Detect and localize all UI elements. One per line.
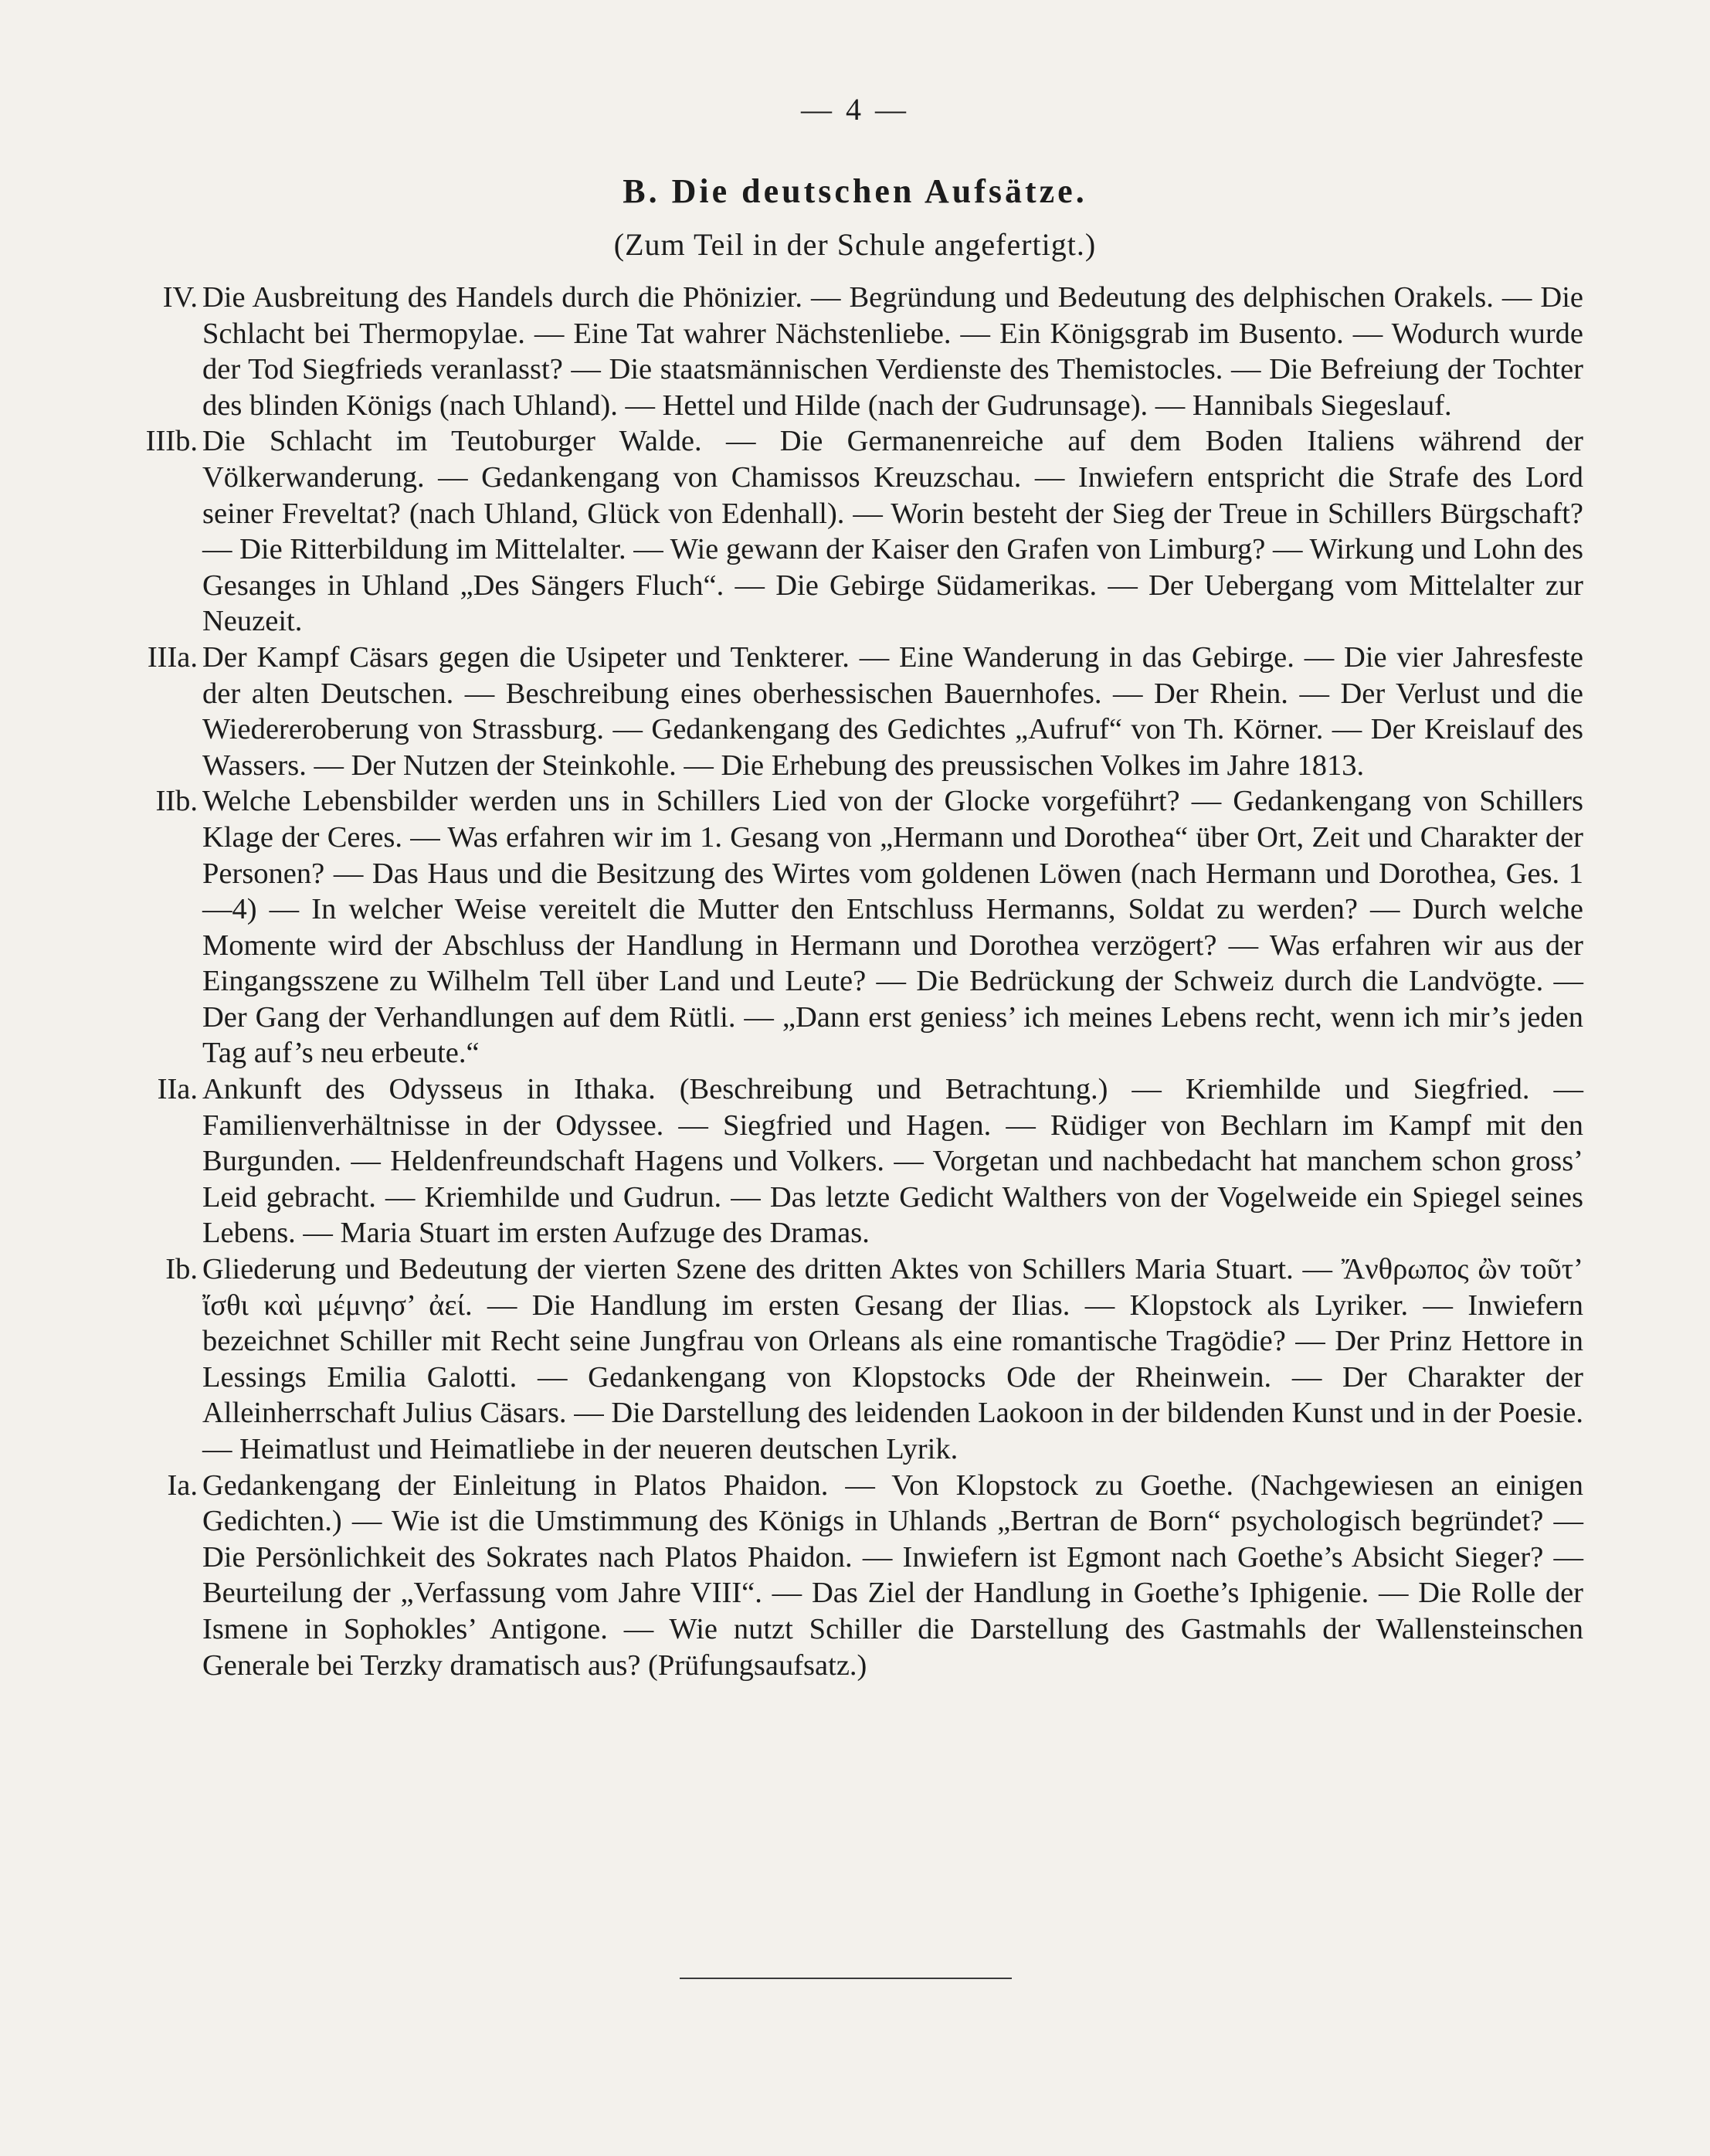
essay-topics: Welche Lebensbilder werden uns in Schillers Lied von der Glocke vorgeführt? — Gedankengang von Schillers Klage der Ceres. — Was erfahren wir im 1. Gesang von „Hermann und Dorothea“ über Ort, Zeit und Charakter der Personen? — Das Haus und die Besitzung des Wirtes vom goldenen Löwen (nach Hermann und Dorothea, Ges. 1—4) — In welcher Weise vereitelt die Mutter den Entschluss Hermanns, Soldat zu werden? — Durch welche Momente wird der Abschluss der Handlung in Hermann und Dorothea verzögert? — Was erfahren wir aus der Eingangsszene zu Wilhelm Tell über Land und Leute? — Die Bedrückung der Schweiz durch die Landvögte. — Der Gang der Verhandlungen auf dem Rütli. — „Dann erst geniess’ ich meines Lebens recht, wenn ich mir’s jeden Tag auf’s neu erbeute.“	[202, 785, 1583, 1070]
essay-list	[116, 280, 1583, 1683]
entry-ia	[116, 1468, 1583, 1684]
page-number: — 4 —	[801, 92, 909, 127]
essay-topics: Die Ausbreitung des Handels durch die Phönizier. — Begründung und Bedeutung des delphischen Orakels. — Die Schlacht bei Thermopylae. — Eine Tat wahrer Nächstenliebe. — Ein Königsgrab im Busento. — Wodurch wurde der Tod Siegfrieds veranlasst? — Die staatsmännischen Verdienste des Themistocles. — Die Befreiung der Tochter des blinden Königs (nach Uhland). — Hettel und Hilde (nach der Gudrunsage). — Hannibals Siegeslauf.	[202, 281, 1583, 422]
essay-topics: Gedankengang der Einleitung in Platos Phaidon. — Von Klopstock zu Goethe. (Nachgewiesen an einigen Gedichten.) — Wie ist die Umstimmung des Königs in Uhlands „Bertran de Born“ psychologisch begründet? — Die Persönlichkeit des Sokrates nach Platos Phaidon. — Inwiefern ist Egmont nach Goethe’s Absicht Sieger? — Beurteilung der „Verfassung vom Jahre VIII“. — Das Ziel der Handlung in Goethe’s Iphigenie. — Die Rolle der Ismene in Sophokles’ Antigone. — Wie nutzt Schiller die Darstellung des Gastmahls der Wallensteinschen Generale bei Terzky dramatisch aus? (Prüfungsaufsatz.)	[202, 1468, 1583, 1682]
essay-topics: Gliederung und Bedeutung der vierten Szene des dritten Aktes von Schillers Maria Stuart. — Ἄνθρωπος ὢν τοῦτ’ ἴσθι καὶ μέμνησ’ ἀεί. — Die Handlung im ersten Gesang der Ilias. — Klopstock als Lyriker. — Inwiefern bezeichnet Schiller mit Recht seine Jungfrau von Orleans als eine romantische Tragödie? — Der Prinz Hettore in Lessings Emilia Galotti. — Gedankengang von Klopstocks Ode der Rheinwein. — Der Charakter der Alleinherrschaft Julius Cäsars. — Die Darstellung des leidenden Laokoon in der bildenden Kunst und in der Poesie. — Heimatlust und Heimatliebe in der neueren deutschen Lyrik.	[202, 1253, 1583, 1465]
essay-topics: Ankunft des Odysseus in Ithaka. (Beschreibung und Betrachtung.) — Kriemhilde und Siegfried. — Familienverhältnisse in der Odyssee. — Siegfried und Hagen. — Rüdiger von Bechlarn im Kampf mit den Burgunden. — Heldenfreundschaft Hagens und Volkers. — Vorgetan und nachbedacht hat manchem schon gross’ Leid gebracht. — Kriemhilde und Gudrun. — Das letzte Gedicht Walthers von der Vogelweide ein Spiegel seines Lebens. — Maria Stuart im ersten Aufzuge des Dramas.	[202, 1073, 1583, 1250]
class-label: IIb.	[155, 785, 198, 818]
class-label: Ib.	[165, 1253, 198, 1286]
section-subheading: (Zum Teil in der Schule angefertigt.)	[613, 227, 1097, 262]
entry-ib	[116, 1251, 1583, 1468]
class-label: IIa.	[157, 1073, 198, 1106]
essay-topics: Die Schlacht im Teutoburger Walde. — Die Germanenreiche auf dem Boden Italiens während der Völkerwanderung. — Gedankengang von Chamissos Kreuzschau. — Inwiefern entspricht die Strafe des Lord seiner Freveltat? (nach Uhland, Glück von Edenhall). — Worin besteht der Sieg der Treue in Schillers Bürgschaft? — Die Ritterbildung im Mittelalter. — Wie gewann der Kaiser den Grafen von Limburg? — Wirkung und Lohn des Gesanges in Uhland „Des Sängers Fluch“. — Die Gebirge Südamerikas. — Der Uebergang vom Mittelalter zur Neuzeit.	[202, 425, 1583, 638]
essay-topics: Der Kampf Cäsars gegen die Usipeter und Tenkterer. — Eine Wanderung in das Gebirge. — Die vier Jahresfeste der alten Deutschen. — Beschreibung eines oberhessischen Bauernhofes. — Der Rhein. — Der Verlust und die Wiedereroberung von Strassburg. — Gedankengang des Gedichtes „Aufruf“ von Th. Körner. — Der Kreislauf des Wassers. — Der Nutzen der Steinkohle. — Die Erhebung des preussischen Volkes im Jahre 1813.	[202, 640, 1583, 782]
entry-iib	[116, 783, 1583, 1071]
entry-iiib	[116, 423, 1583, 640]
divider-rule	[680, 1978, 1012, 1979]
entry-iia	[116, 1071, 1583, 1251]
class-label: IV.	[162, 281, 198, 314]
class-label: IIIb.	[145, 425, 198, 458]
section-heading: B. Die deutschen Aufsätze.	[623, 172, 1087, 210]
class-label: IIIa.	[147, 640, 198, 674]
entry-iiia	[116, 640, 1583, 783]
entry-iv	[116, 280, 1583, 423]
class-label: Ia.	[167, 1468, 198, 1502]
